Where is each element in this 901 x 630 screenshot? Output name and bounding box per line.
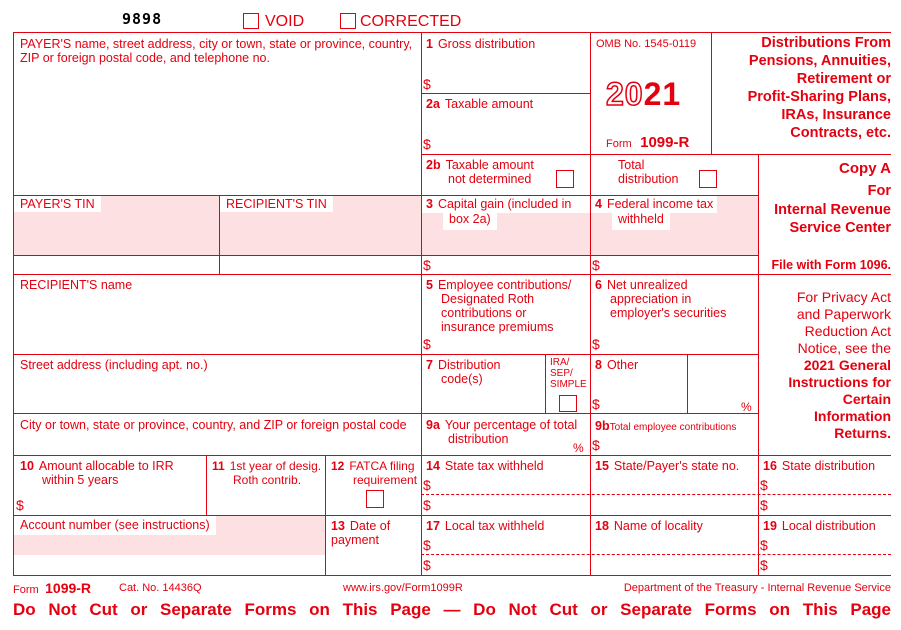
box10-label: 10 Amount allocable to IRR within 5 years <box>20 459 174 487</box>
copy-irs-1: Internal Revenue <box>774 202 891 218</box>
payer-label: PAYER'S name, street address, city or town, state or province, country, ZIP or foreign postal code, and telephone no. <box>20 37 413 65</box>
box1-label: 1 Gross distribution <box>426 37 536 51</box>
privacy-notice: For Privacy Act and Paperwork Reduction Act Notice, see the 2021 General Instructions for Certain Information Returns. <box>788 289 891 441</box>
copy-a-title: Copy A <box>839 160 891 177</box>
box1-dollar: $ <box>423 76 431 92</box>
box8-percent: % <box>741 400 752 414</box>
do-not-cut-banner: Do Not Cut or Separate Forms on This Page — Do Not Cut or Separate Forms on This Page <box>13 600 891 619</box>
payer-tin-label: PAYER'S TIN <box>14 196 101 212</box>
ira-sep-simple-label: IRA/ SEP/ SIMPLE <box>550 357 587 390</box>
box17-dollar-1: $ <box>423 537 431 553</box>
account-label: Account number (see instructions) <box>14 516 216 535</box>
box11-label: 11 1st year of desig. Roth contrib. <box>212 459 322 487</box>
box10-dollar: $ <box>16 497 24 513</box>
box9b-label: 9bTotal employee contributions <box>595 419 737 433</box>
total-distribution-checkbox[interactable] <box>699 170 717 188</box>
box8-label: 8 Other <box>595 358 639 372</box>
box6-dollar: $ <box>592 336 600 352</box>
box4-label-line2: withheld <box>612 211 670 230</box>
box7-label: 7 Distribution code(s) <box>426 358 501 386</box>
footer-url: www.irs.gov/Form1099R <box>343 582 463 594</box>
box16-dollar-2: $ <box>760 497 768 513</box>
box4-dollar: $ <box>592 257 600 273</box>
box3-label: 3 Capital gain (included in <box>422 196 590 213</box>
footer-department: Department of the Treasury - Internal Revenue Service <box>623 582 891 594</box>
street-label: Street address (including apt. no.) <box>20 358 208 372</box>
box16-dollar-1: $ <box>760 477 768 493</box>
box13-label: 13 Date of payment <box>331 519 391 547</box>
box9a-label: 9a Your percentage of total distribution <box>426 418 578 446</box>
box14-dollar-2: $ <box>423 497 431 513</box>
box2a-dollar: $ <box>423 136 431 152</box>
copy-irs-2: Service Center <box>789 220 891 236</box>
form-code: 9898 <box>122 10 163 28</box>
corrected-label: CORRECTED <box>360 13 462 30</box>
box2a-label: 2a Taxable amount <box>426 97 534 111</box>
void-checkbox[interactable] <box>243 13 259 29</box>
box2b-checkbox[interactable] <box>556 170 574 188</box>
footer-form: Form 1099-R <box>13 580 92 596</box>
ira-sep-simple-checkbox[interactable] <box>559 395 577 412</box>
city-label: City or town, state or province, country, and ZIP or foreign postal code <box>20 418 407 432</box>
total-distribution-label: Total distribution <box>618 158 679 186</box>
omb-number: OMB No. 1545-0119 <box>596 38 697 50</box>
box17-label: 17 Local tax withheld <box>426 519 545 533</box>
copy-for: For <box>867 183 891 199</box>
box16-label: 16 State distribution <box>763 459 876 473</box>
fatca-checkbox[interactable] <box>366 490 384 508</box>
box8-dollar: $ <box>592 396 600 412</box>
corrected-checkbox[interactable] <box>340 13 356 29</box>
box19-dollar-1: $ <box>760 537 768 553</box>
box6-label: 6 Net unrealized appreciation in employer's securities <box>595 278 727 320</box>
box14-dollar-1: $ <box>423 477 431 493</box>
form-title: Distributions From Pensions, Annuities, Retirement or Profit-Sharing Plans, IRAs, Insurance Contracts, etc. <box>747 35 891 141</box>
void-label: VOID <box>265 13 305 30</box>
box4-label: 4 Federal income tax <box>591 196 717 213</box>
box12-label: 12 FATCA filing requirement <box>331 459 418 487</box>
form-number: Form 1099-R <box>606 134 690 151</box>
box5-dollar: $ <box>423 336 431 352</box>
box19-label: 19 Local distribution <box>763 519 876 533</box>
box15-label: 15 State/Payer's state no. <box>595 459 740 473</box>
box9b-dollar: $ <box>592 437 600 453</box>
recipient-name-label: RECIPIENT'S name <box>20 278 133 292</box>
box3-dollar: $ <box>423 257 431 273</box>
recipient-tin-label: RECIPIENT'S TIN <box>220 196 333 212</box>
tax-year: 2021 <box>606 76 682 112</box>
box19-dollar-2: $ <box>760 557 768 573</box>
box5-label: 5 Employee contributions/ Designated Roth contributions or insurance premiums <box>426 278 572 334</box>
box17-dollar-2: $ <box>423 557 431 573</box>
footer-cat-no: Cat. No. 14436Q <box>119 582 202 594</box>
box14-label: 14 State tax withheld <box>426 459 544 473</box>
file-with-1096: File with Form 1096. <box>771 258 891 272</box>
box3-label-line2: box 2a) <box>443 211 497 230</box>
box9a-percent: % <box>573 441 584 455</box>
box2b-label: 2b Taxable amount not determined <box>426 158 534 186</box>
box18-label: 18 Name of locality <box>595 519 703 533</box>
